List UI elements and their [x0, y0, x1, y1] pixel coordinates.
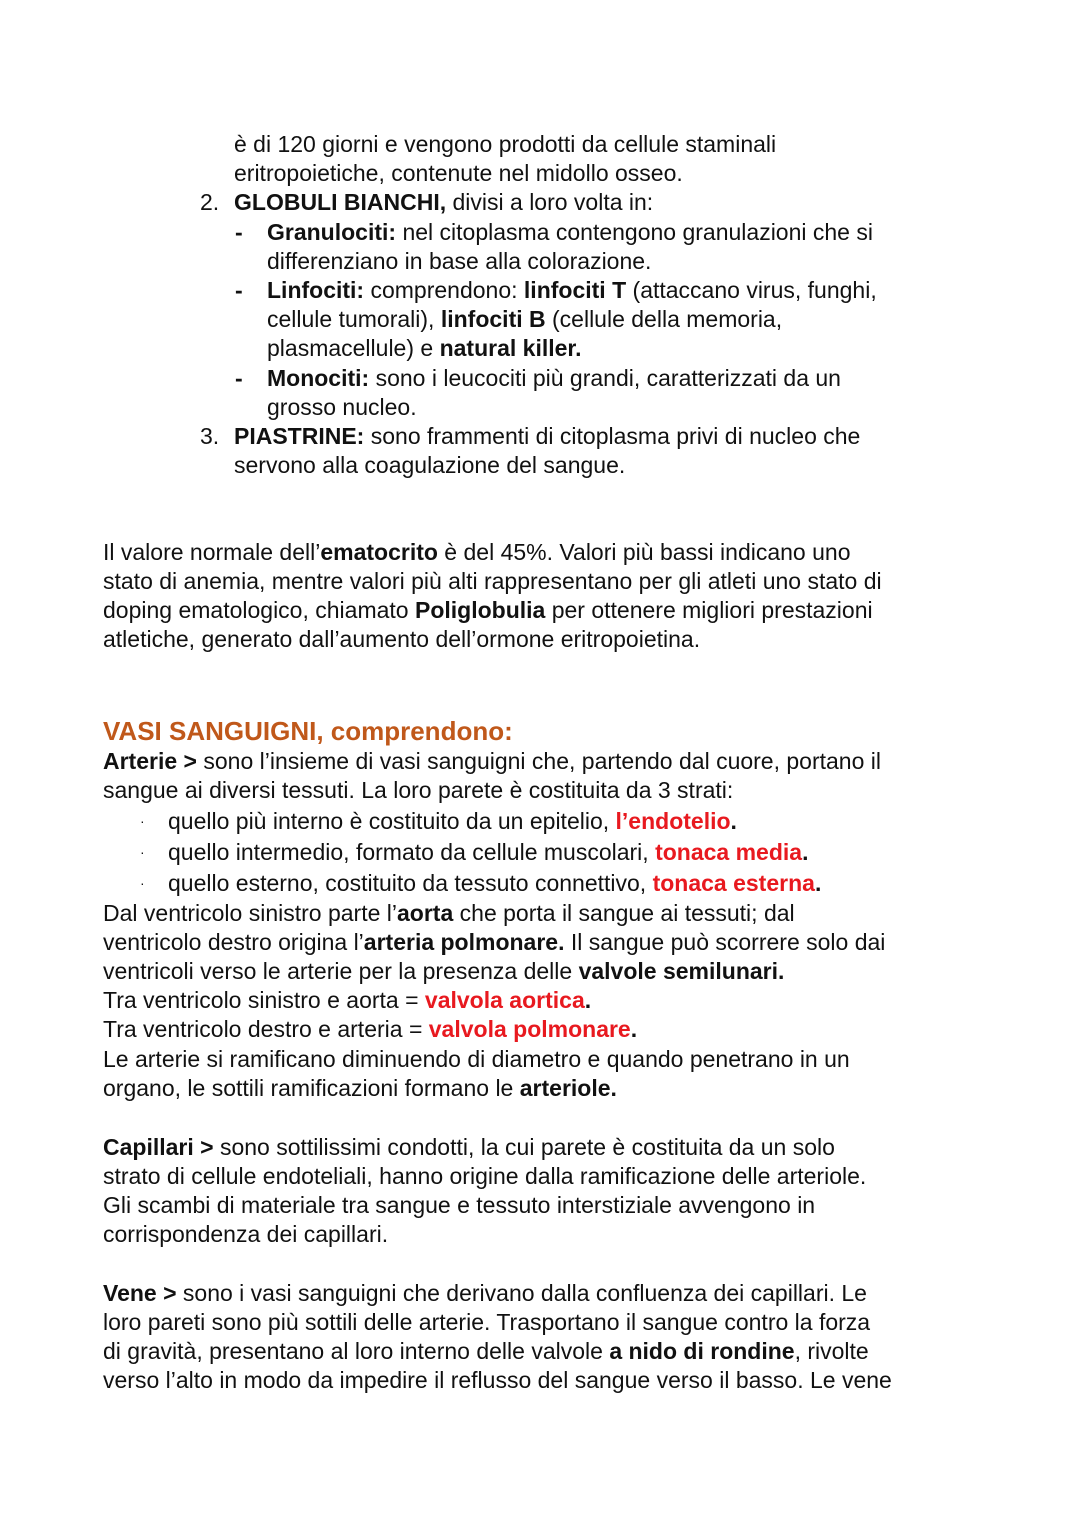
- list-number: 3.: [200, 423, 220, 449]
- paragraph-line: stato di anemia, mentre valori più alti rappresentano per gli atleti uno stato di: [103, 568, 882, 594]
- paragraph-ematocrito: Il valore normale dell’ematocrito è del 45%. Valori più bassi indicano uno: [103, 539, 851, 565]
- dot-bullet: ·: [140, 844, 145, 860]
- term: Linfociti:: [267, 277, 365, 303]
- sublist-item-linfociti: Linfociti: comprendono: linfociti T (attaccano virus, funghi,: [267, 277, 877, 303]
- term: PIASTRINE:: [234, 423, 365, 449]
- term: Monociti:: [267, 365, 370, 391]
- paragraph-capillari: Capillari > sono sottilissimi condotti, la cui parete è costituita da un solo: [103, 1134, 835, 1160]
- dot-bullet: ·: [140, 875, 145, 891]
- dot-bullet: ·: [140, 813, 145, 829]
- paragraph-line: Tra ventricolo destro e arteria = valvola polmonare.: [103, 1016, 638, 1042]
- list-number: 2.: [200, 189, 220, 215]
- paragraph-line: Le arterie si ramificano diminuendo di diametro e quando penetrano in un: [103, 1046, 850, 1072]
- paragraph-line: ventricolo destro origina l’arteria polmonare. Il sangue può scorrere solo dai: [103, 929, 886, 955]
- term: Arterie >: [103, 748, 197, 774]
- dash-bullet: -: [235, 277, 243, 303]
- sublist-item-text: differenziano in base alla colorazione.: [267, 248, 652, 274]
- paragraph-line: Dal ventricolo sinistro parte l’aorta che porta il sangue ai tessuti; dal: [103, 900, 795, 926]
- list-item-1-text: eritropoietiche, contenute nel midollo osseo.: [234, 160, 683, 186]
- bullet-item: quello intermedio, formato da cellule muscolari, tonaca media.: [168, 839, 809, 865]
- sublist-item-text: cellule tumorali), linfociti B (cellule della memoria,: [267, 306, 783, 332]
- paragraph-line: organo, le sottili ramificazioni formano le arteriole.: [103, 1075, 617, 1101]
- paragraph-line: ventricoli verso le arterie per la presenza delle valvole semilunari.: [103, 958, 785, 984]
- sublist-item-text: plasmacellule) e natural killer.: [267, 335, 582, 361]
- paragraph-line: di gravità, presentano al loro interno delle valvole a nido di rondine, rivolte: [103, 1338, 869, 1364]
- list-item-piastrine: PIASTRINE: sono frammenti di citoplasma privi di nucleo che: [234, 423, 861, 449]
- paragraph-line: loro pareti sono più sottili delle arterie. Trasportano il sangue contro la forza: [103, 1309, 871, 1335]
- paragraph-line: sangue ai diversi tessuti. La loro parete è costituita da 3 strati:: [103, 777, 734, 803]
- list-item-text: servono alla coagulazione del sangue.: [234, 452, 626, 478]
- list-item-globuli-bianchi: GLOBULI BIANCHI, divisi a loro volta in:: [234, 189, 654, 215]
- term: Granulociti:: [267, 219, 397, 245]
- paragraph-arterie: Arterie > sono l’insieme di vasi sanguigni che, partendo dal cuore, portano il: [103, 748, 881, 774]
- paragraph-line: Tra ventricolo sinistro e aorta = valvola aortica.: [103, 987, 592, 1013]
- term: GLOBULI BIANCHI,: [234, 189, 447, 215]
- term: Vene >: [103, 1280, 177, 1306]
- paragraph-vene: Vene > sono i vasi sanguigni che derivano dalla confluenza dei capillari. Le: [103, 1280, 867, 1306]
- paragraph-line: corrispondenza dei capillari.: [103, 1221, 389, 1247]
- section-heading: VASI SANGUIGNI, comprendono:: [103, 716, 513, 746]
- dash-bullet: -: [235, 365, 243, 391]
- paragraph-line: verso l’alto in modo da impedire il reflusso del sangue verso il basso. Le vene: [103, 1367, 892, 1393]
- paragraph-line: Gli scambi di materiale tra sangue e tessuto interstiziale avvengono in: [103, 1192, 816, 1218]
- list-item-1-text: è di 120 giorni e vengono prodotti da cellule staminali: [234, 131, 777, 157]
- paragraph-line: strato di cellule endoteliali, hanno origine dalla ramificazione delle arteriole.: [103, 1163, 867, 1189]
- bullet-item: quello più interno è costituito da un epitelio, l’endotelio.: [168, 808, 737, 834]
- paragraph-line: doping ematologico, chiamato Poliglobulia per ottenere migliori prestazioni: [103, 597, 873, 623]
- sublist-item-monociti: Monociti: sono i leucociti più grandi, caratterizzati da un: [267, 365, 841, 391]
- paragraph-line: atletiche, generato dall’aumento dell’ormone eritropoietina.: [103, 626, 701, 652]
- bullet-item: quello esterno, costituito da tessuto connettivo, tonaca esterna.: [168, 870, 822, 896]
- dash-bullet: -: [235, 219, 243, 245]
- sublist-item-text: grosso nucleo.: [267, 394, 417, 420]
- term: Capillari >: [103, 1134, 214, 1160]
- sublist-item-granulociti: Granulociti: nel citoplasma contengono granulazioni che si: [267, 219, 873, 245]
